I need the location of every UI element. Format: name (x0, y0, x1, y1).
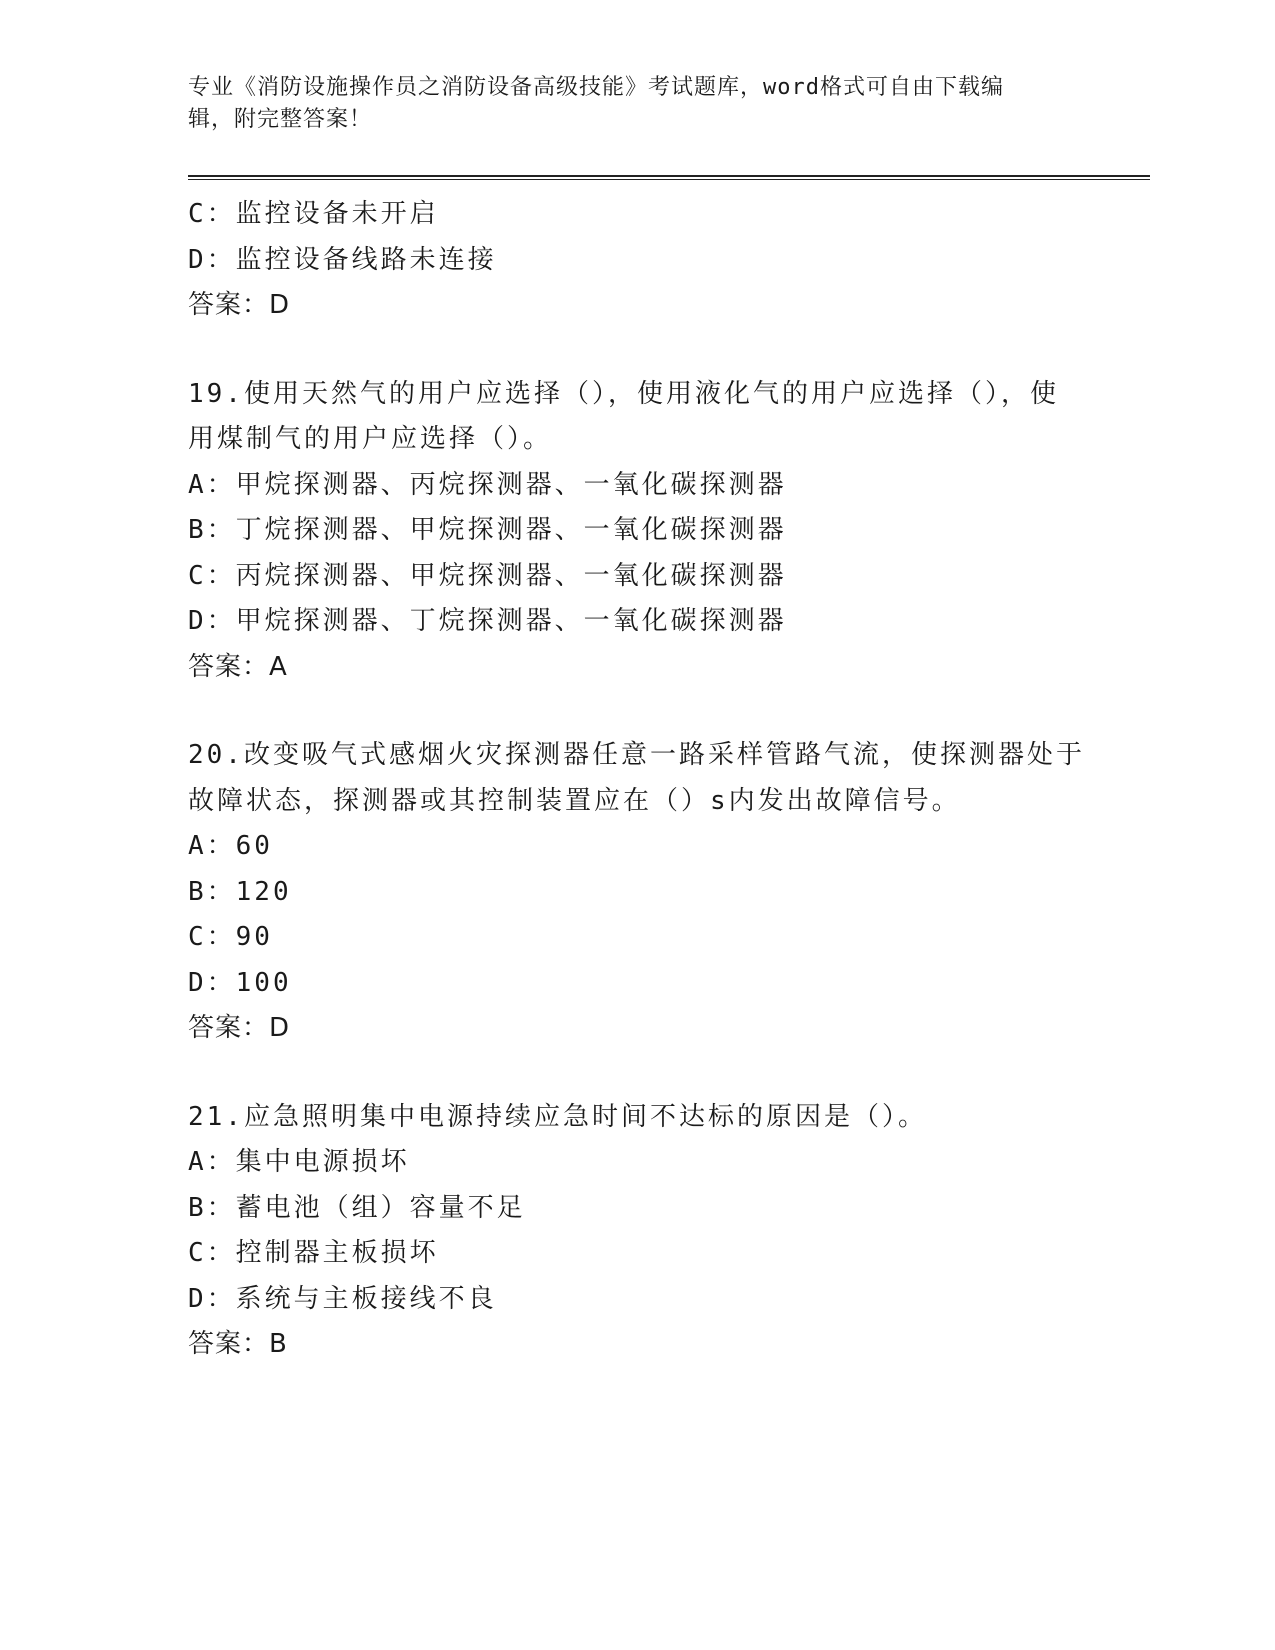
question-20 (188, 733, 1148, 1052)
question-stem: 20.改变吸气式感烟火灾探测器任意一路采样管路气流，使探测器处于 (188, 740, 1085, 770)
header-line-1: 专业《消防设施操作员之消防设备高级技能》考试题库，word格式可自由下载编 (188, 75, 1004, 100)
option-a: A：集中电源损坏 (188, 1147, 410, 1177)
option-c: C：丙烷探测器、甲烷探测器、一氧化碳探测器 (188, 560, 787, 591)
page-header (188, 72, 1088, 136)
question-stem: 21.应急照明集中电源持续应急时间不达标的原因是（）。 (188, 1101, 927, 1132)
question-19 (188, 372, 1148, 691)
option-c: C：监控设备未开启 (188, 199, 439, 229)
option-b: B：丁烷探测器、甲烷探测器、一氧化碳探测器 (188, 515, 787, 545)
option-a: A：甲烷探测器、丙烷探测器、一氧化碳探测器 (188, 469, 787, 500)
answer-line: 答案：D (188, 290, 291, 320)
question-18-continued (188, 192, 1148, 329)
question-stem: 用煤制气的用户应选择（）。 (188, 424, 553, 454)
option-c: C：控制器主板损坏 (188, 1238, 439, 1268)
answer-line: 答案：D (188, 1013, 291, 1043)
option-c: C：90 (188, 922, 273, 952)
option-b: B：120 (188, 876, 292, 907)
option-d: D：100 (188, 967, 292, 998)
option-d: D：系统与主板接线不良 (188, 1283, 497, 1314)
answer-line: 答案：B (188, 1329, 288, 1359)
option-a: A：60 (188, 831, 273, 861)
question-stem: 故障状态，探测器或其控制装置应在（）s内发出故障信号。 (188, 785, 961, 816)
option-d: D：甲烷探测器、丁烷探测器、一氧化碳探测器 (188, 606, 787, 636)
header-line-2: 辑，附完整答案！ (188, 107, 373, 132)
header-divider (188, 175, 1150, 180)
answer-line: 答案：A (188, 651, 288, 682)
question-list (188, 192, 1148, 1368)
option-d: D：监控设备线路未连接 (188, 244, 497, 275)
option-b: B：蓄电池（组）容量不足 (188, 1192, 526, 1223)
question-stem: 19.使用天然气的用户应选择（），使用液化气的用户应选择（），使 (188, 378, 1059, 409)
question-21 (188, 1095, 1148, 1368)
